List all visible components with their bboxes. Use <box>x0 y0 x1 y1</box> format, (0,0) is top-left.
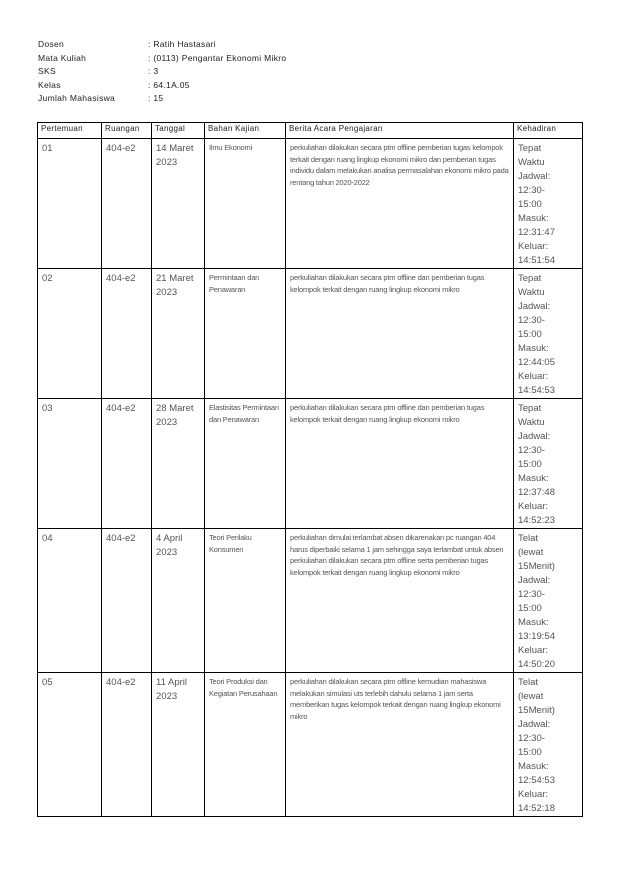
attendance-line: Tepat <box>518 273 542 284</box>
header-pertemuan: Pertemuan <box>38 123 102 139</box>
attendance-line: Keluar: <box>518 241 549 252</box>
attendance-line: Jadwal: <box>518 719 551 730</box>
cell-kehadiran <box>514 399 583 529</box>
attendance-line: (lewat <box>518 547 544 558</box>
attendance-line: 15Menit) <box>518 561 555 572</box>
attendance-line: 14:52:23 <box>518 515 555 526</box>
attendance-line: 15:00 <box>518 329 542 340</box>
cell-pertemuan: 02 <box>38 269 102 399</box>
teaching-report-table <box>37 122 583 817</box>
attendance-line: Waktu <box>518 417 545 428</box>
attendance-line: 14:54:53 <box>518 385 555 396</box>
info-label: Jumlah Mahasiswa <box>38 93 116 104</box>
attendance-line: Masuk: <box>518 343 549 354</box>
cell-berita-acara: perkuliahan dilakukan secara ptm offline dan pemberian tugas kelompok terkait dengan ruang lingkup ekonomi mikro <box>286 399 514 529</box>
attendance-line: Waktu <box>518 157 545 168</box>
cell-pertemuan: 03 <box>38 399 102 529</box>
attendance-line: Waktu <box>518 287 545 298</box>
attendance-line: 15:00 <box>518 747 542 758</box>
attendance-line: Keluar: <box>518 501 549 512</box>
cell-bahan-kajian: Teori Produksi dan Kegiatan Perusahaan <box>205 673 286 817</box>
cell-tanggal: 28 Maret 2023 <box>152 399 205 529</box>
header-tanggal: Tanggal <box>152 123 205 139</box>
cell-tanggal: 11 April 2023 <box>152 673 205 817</box>
cell-bahan-kajian: Permintaan dan Penawaran <box>205 269 286 399</box>
attendance-line: 15:00 <box>518 603 542 614</box>
cell-tanggal: 14 Maret 2023 <box>152 139 205 269</box>
header-ruangan: Ruangan <box>102 123 152 139</box>
attendance-line: 15:00 <box>518 459 542 470</box>
attendance-line: 14:51:54 <box>518 255 555 266</box>
attendance-line: Keluar: <box>518 371 549 382</box>
attendance-line: Telat <box>518 533 539 544</box>
cell-kehadiran <box>514 529 583 673</box>
cell-berita-acara: perkuliahan dilakukan secara ptm offline pemberian tugas kelompok terkait dengan ruang lingkup ekonomi mikro dan pemberian tugas individu dalam melakukan analisa permasalahan ekonomi mikro pada rentang tahun 2020-2022 <box>286 139 514 269</box>
attendance-line: Masuk: <box>518 761 549 772</box>
info-value: : 3 <box>148 66 159 77</box>
attendance-line: Keluar: <box>518 645 549 656</box>
info-value: : Ratih Hastasari <box>148 39 216 49</box>
attendance-line: 12:30- <box>518 445 545 456</box>
attendance-line: 12:31:47 <box>518 227 555 238</box>
attendance-line: Jadwal: <box>518 431 551 442</box>
attendance-line: 12:30- <box>518 733 545 744</box>
cell-ruangan: 404-e2 <box>102 269 152 399</box>
cell-ruangan: 404-e2 <box>102 399 152 529</box>
table-row <box>38 269 583 399</box>
attendance-line: 14:52:18 <box>518 803 555 814</box>
attendance-line: 12:54:53 <box>518 775 555 786</box>
cell-bahan-kajian: Teori Perilaku Konsumen <box>205 529 286 673</box>
attendance-line: 12:30- <box>518 589 545 600</box>
attendance-line: 12:30- <box>518 315 545 326</box>
cell-ruangan: 404-e2 <box>102 139 152 269</box>
attendance-line: 12:30- <box>518 185 545 196</box>
attendance-line: 15Menit) <box>518 705 555 716</box>
attendance-line: Tepat <box>518 143 542 154</box>
table-row <box>38 673 583 817</box>
info-row-kelas <box>38 79 286 93</box>
cell-tanggal: 4 April 2023 <box>152 529 205 673</box>
cell-kehadiran <box>514 269 583 399</box>
attendance-line: 14:50:20 <box>518 659 555 670</box>
attendance-line: Keluar: <box>518 789 549 800</box>
cell-berita-acara: perkuliahan dilakukan secara ptm offline kemudian mahasiswa melakukan simulasi uts terlebih dahulu selama 1 jam serta memberikan tugas kelompok terkait dengan ruang lingkup ekonomi mikro <box>286 673 514 817</box>
info-label: Kelas <box>38 79 61 90</box>
attendance-line: 15:00 <box>518 199 542 210</box>
info-row-sks <box>38 65 286 79</box>
table-row <box>38 139 583 269</box>
info-value: : 15 <box>148 93 164 104</box>
cell-kehadiran <box>514 139 583 269</box>
table-header-row <box>38 123 583 139</box>
cell-berita-acara: perkuliahan dilakukan secara ptm offline dan pemberian tugas kelompok terkait dengan ruang lingkup ekonomi mikro <box>286 269 514 399</box>
info-label: Dosen <box>38 39 65 49</box>
table-row <box>38 399 583 529</box>
attendance-line: Jadwal: <box>518 171 551 182</box>
cell-tanggal: 21 Maret 2023 <box>152 269 205 399</box>
header-kehadiran: Kehadiran <box>514 123 583 139</box>
cell-bahan-kajian: Elastisitas Permintaan dan Penawaran <box>205 399 286 529</box>
info-label: Mata Kuliah <box>38 52 87 63</box>
attendance-line: Jadwal: <box>518 575 551 586</box>
attendance-line: Tepat <box>518 403 542 414</box>
cell-pertemuan: 01 <box>38 139 102 269</box>
info-row-dosen <box>38 38 286 52</box>
cell-ruangan: 404-e2 <box>102 673 152 817</box>
attendance-line: Masuk: <box>518 473 549 484</box>
attendance-line: 13:19:54 <box>518 631 555 642</box>
cell-bahan-kajian: Ilmu Ekonomi <box>205 139 286 269</box>
info-value: : (0113) Pengantar Ekonomi Mikro <box>148 52 287 63</box>
table-row <box>38 529 583 673</box>
info-label: SKS <box>38 66 56 77</box>
attendance-line: 12:44:05 <box>518 357 555 368</box>
attendance-line: Masuk: <box>518 213 549 224</box>
header-berita-acara: Berita Acara Pengajaran <box>286 123 514 139</box>
attendance-line: Masuk: <box>518 617 549 628</box>
cell-pertemuan: 05 <box>38 673 102 817</box>
attendance-line: Jadwal: <box>518 301 551 312</box>
cell-kehadiran <box>514 673 583 817</box>
info-row-jumlah-mahasiswa <box>38 92 286 106</box>
course-info <box>38 38 286 106</box>
cell-pertemuan: 04 <box>38 529 102 673</box>
attendance-line: 12:37:48 <box>518 487 555 498</box>
header-bahan-kajian: Bahan Kajian <box>205 123 286 139</box>
info-value: : 64.1A.05 <box>148 79 190 90</box>
attendance-line: (lewat <box>518 691 544 702</box>
cell-berita-acara: perkuliahan dimulai terlambat absen dikarenakan pc ruangan 404 harus diperbaiki selama 1 jam sehingga saya terlambat untuk absen perkuliahan dilakukan secara ptm offline serta pemberian tugas kelompok terkait dengan ruang lingkup ekonomi mikro <box>286 529 514 673</box>
cell-ruangan: 404-e2 <box>102 529 152 673</box>
info-row-mata-kuliah <box>38 52 286 66</box>
attendance-line: Telat <box>518 677 539 688</box>
